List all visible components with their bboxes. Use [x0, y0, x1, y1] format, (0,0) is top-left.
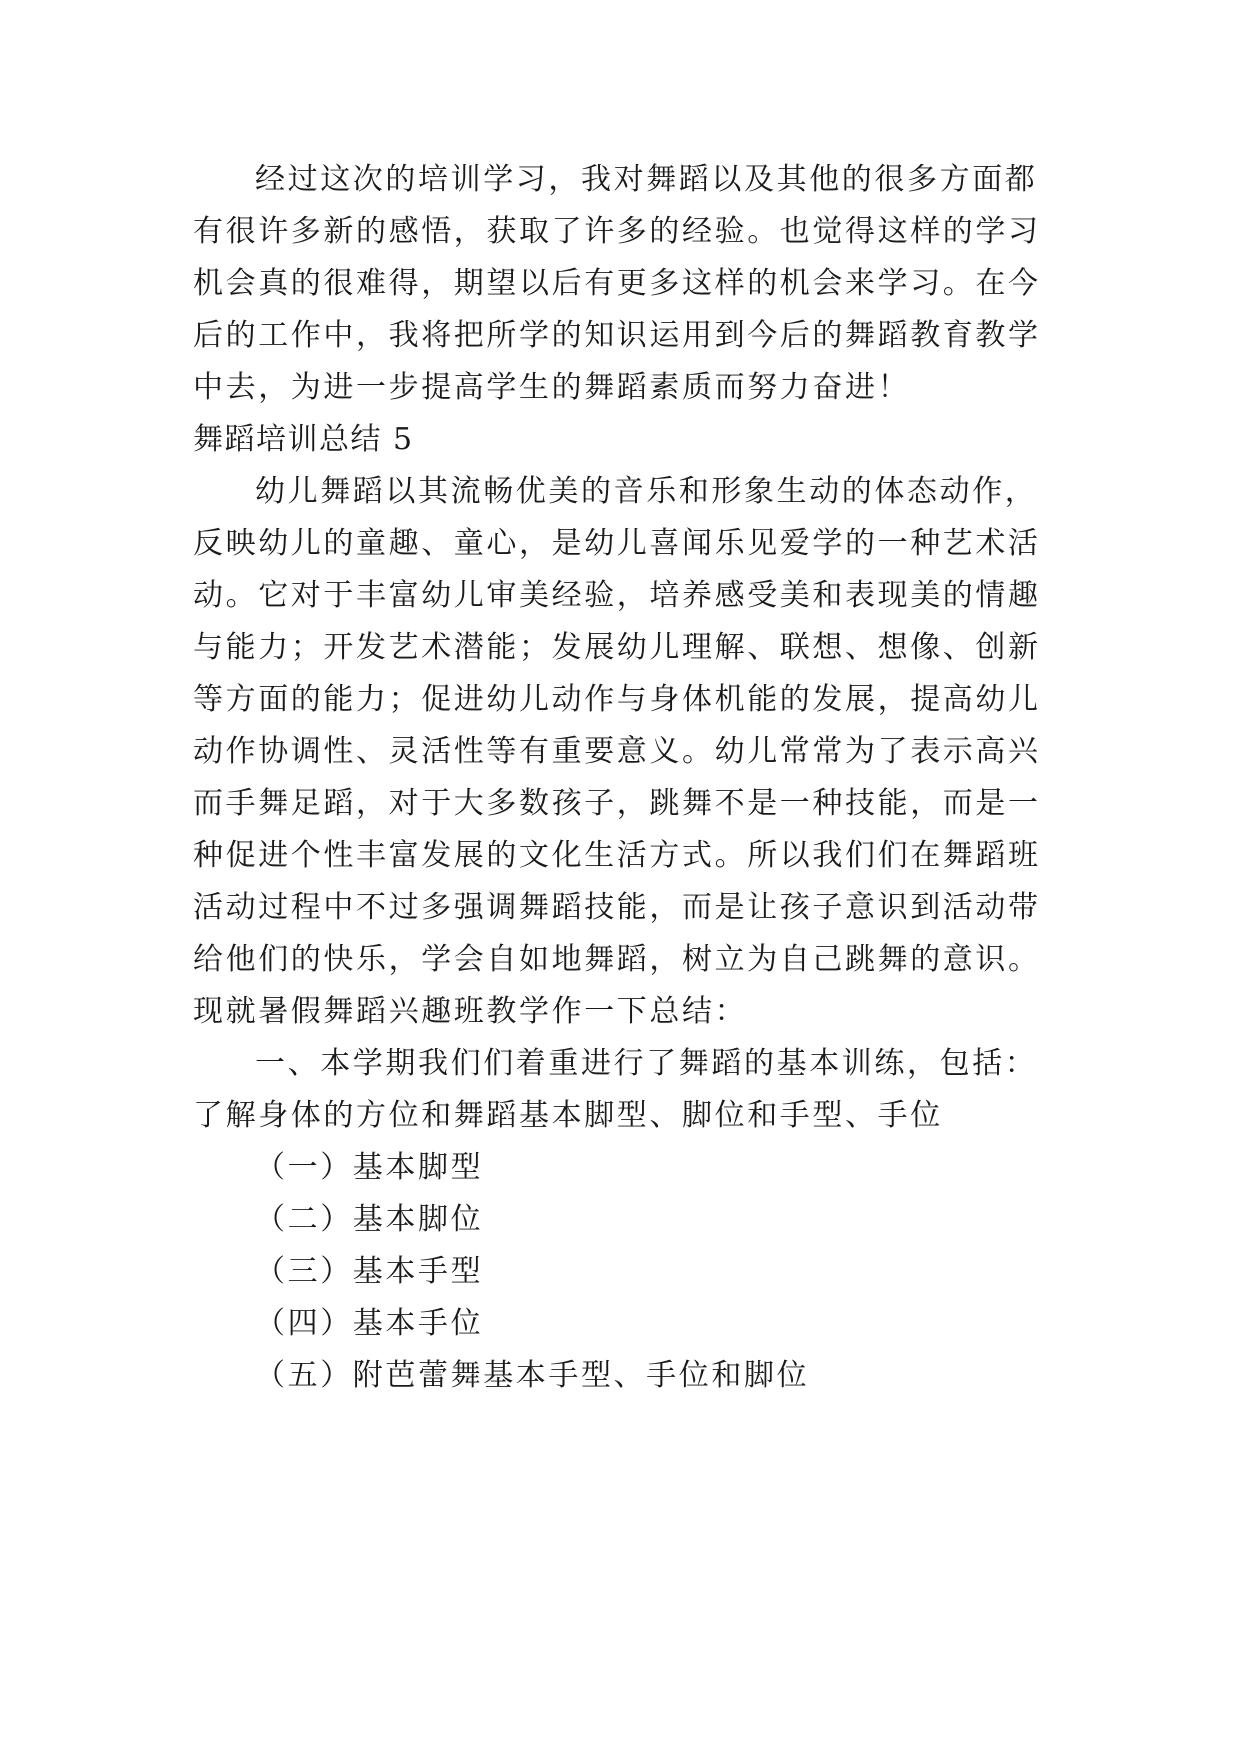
paragraph-1-line-5: 中去，为进一步提高学生的舞蹈素质而努力奋进！	[193, 370, 911, 405]
paragraph-3-line-2: 了解身体的方位和舞蹈基本脚型、脚位和手型、手位	[193, 1098, 943, 1133]
paragraph-2-line-9: 活动过程中不过多强调舞蹈技能，而是让孩子意识到活动带	[193, 890, 1041, 925]
paragraph-1-line-4: 后的工作中，我将把所学的知识运用到今后的舞蹈教育教学	[193, 318, 1041, 353]
list-item: （三）基本手型	[255, 1254, 484, 1289]
paragraph-2-line-6: 动作协调性、灵活性等有重要意义。幼儿常常为了表示高兴	[193, 734, 1041, 769]
paragraph-1-line-1: 经过这次的培训学习，我对舞蹈以及其他的很多方面都	[255, 162, 1038, 197]
paragraph-2-line-5: 等方面的能力；促进幼儿动作与身体机能的发展，提高幼儿	[193, 682, 1041, 717]
paragraph-2-line-8: 种促进个性丰富发展的文化生活方式。所以我们们在舞蹈班	[193, 838, 1041, 873]
paragraph-1-line-3: 机会真的很难得，期望以后有更多这样的机会来学习。在今	[193, 266, 1041, 301]
list-item: （一）基本脚型	[255, 1150, 484, 1185]
paragraph-2-line-7: 而手舞足蹈，对于大多数孩子，跳舞不是一种技能，而是一	[193, 786, 1041, 821]
paragraph-2-line-1: 幼儿舞蹈以其流畅优美的音乐和形象生动的体态动作，	[255, 474, 1038, 509]
paragraph-2-line-10: 给他们的快乐，学会自如地舞蹈，树立为自己跳舞的意识。	[193, 942, 1041, 977]
list-item: （二）基本脚位	[255, 1202, 484, 1237]
section-heading: 舞蹈培训总结 5	[193, 422, 414, 457]
paragraph-2-line-11: 现就暑假舞蹈兴趣班教学作一下总结：	[193, 994, 748, 1029]
paragraph-2-line-2: 反映幼儿的童趣、童心，是幼儿喜闻乐见爱学的一种艺术活	[193, 526, 1041, 561]
paragraph-3-line-1: 一、本学期我们们着重进行了舞蹈的基本训练，包括：	[255, 1046, 1038, 1081]
list-item: （五）附芭蕾舞基本手型、手位和脚位	[255, 1358, 810, 1393]
list-item: （四）基本手位	[255, 1306, 484, 1341]
paragraph-2-line-3: 动。它对于丰富幼儿审美经验，培养感受美和表现美的情趣	[193, 578, 1041, 613]
paragraph-1-line-2: 有很许多新的感悟，获取了许多的经验。也觉得这样的学习	[193, 214, 1041, 249]
paragraph-2-line-4: 与能力；开发艺术潜能；发展幼儿理解、联想、想像、创新	[193, 630, 1041, 665]
